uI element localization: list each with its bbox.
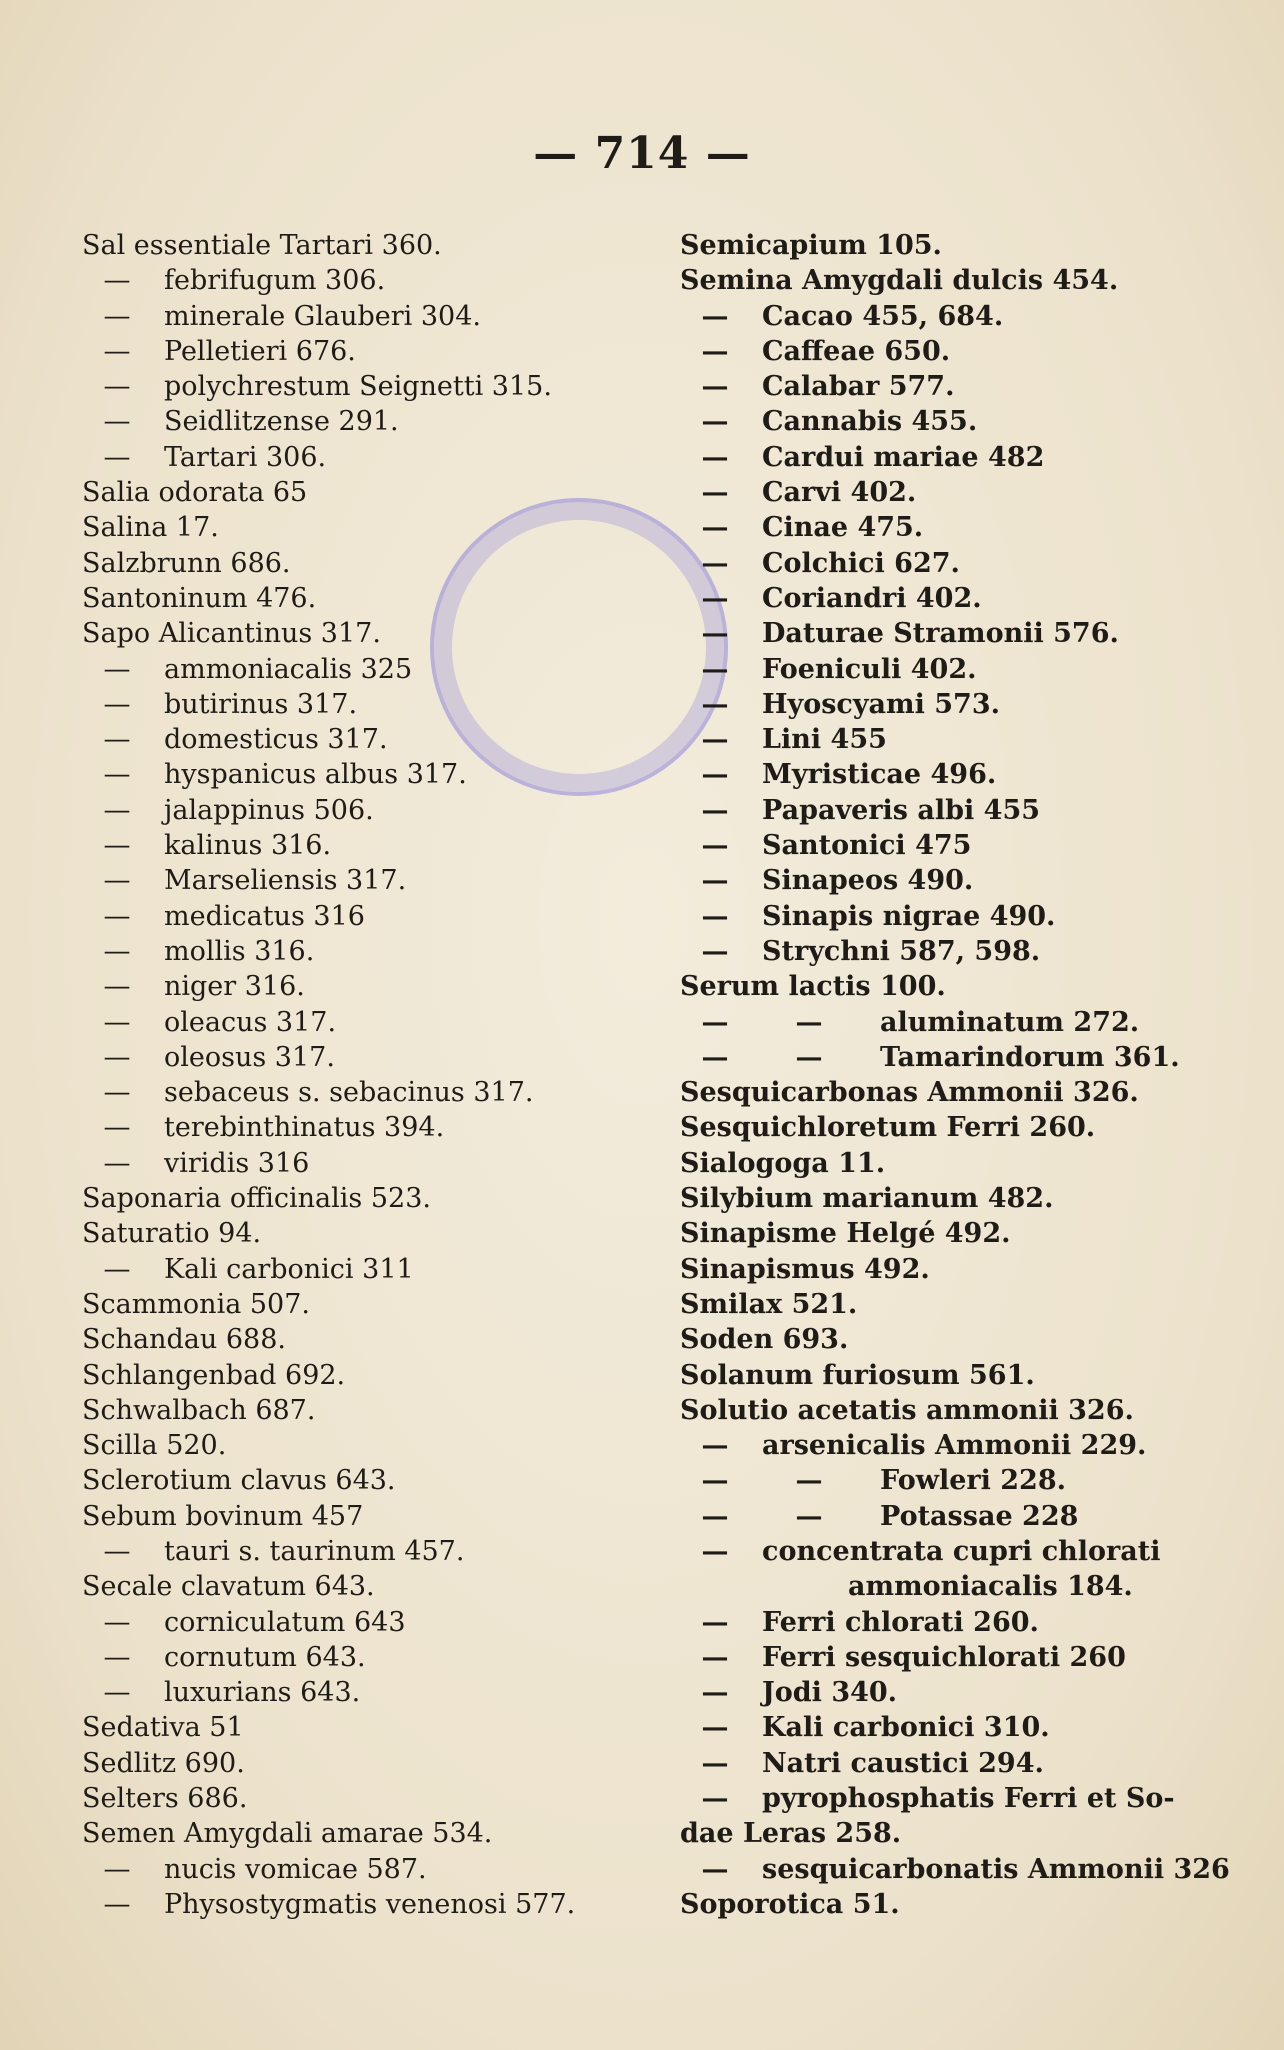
entry-text: Calabar 577. [762,371,955,403]
ditto-dash: — [701,1712,729,1744]
index-entry [680,1428,1200,1463]
entry-text: Solanum furiosum 561. [680,1359,1035,1391]
index-entry [82,369,642,404]
index-entry [680,1710,1200,1745]
entry-text: Sinapis nigrae 490. [762,900,1056,932]
entry-text: Ferri chlorati 260. [762,1606,1039,1638]
index-entry [680,1781,1200,1816]
entry-text: Cacao 455, 684. [762,300,1004,332]
index-entry [82,1287,642,1322]
entry-text: Serum lactis 100. [680,971,946,1003]
index-entry [82,793,642,828]
index-entry [680,510,1200,545]
index-entry [82,1005,642,1040]
entry-text: medicatus 316 [164,900,365,932]
entry-text: Strychni 587, 598. [762,935,1041,967]
ditto-dash: — [701,724,729,756]
index-entry [680,1852,1230,1887]
index-entry [680,1393,1200,1428]
entry-text: viridis 316 [164,1147,310,1179]
index-entry [82,263,642,298]
entry-text: Salina 17. [82,512,219,544]
entry-text: Jodi 340. [762,1677,898,1709]
index-entry [82,1781,642,1816]
ditto-dash: — [701,688,729,720]
entry-text: Sinapisme Helgé 492. [680,1218,1011,1250]
index-entry [82,1322,642,1357]
index-entry [680,1569,1200,1604]
entry-text: Carvi 402. [762,477,917,509]
index-entry [680,1675,1200,1710]
index-entry [82,475,642,510]
entry-text: Scilla 520. [82,1430,227,1462]
index-entry [680,1640,1200,1675]
ditto-dash: — [701,582,729,614]
entry-text: Sinapeos 490. [762,865,974,897]
ditto-dash: — [795,1006,823,1038]
index-entry [680,828,1200,863]
ditto-dash: — [103,688,131,720]
index-entry [82,722,642,757]
entry-text: Tamarindorum 361. [880,1041,1180,1073]
index-entry [82,440,642,475]
ditto-dash: — [701,547,729,579]
index-entry [680,1605,1200,1640]
index-column-right [680,228,1230,1922]
entry-text: Saturatio 94. [82,1218,262,1250]
entry-text: Sinapismus 492. [680,1253,930,1285]
index-entry [82,1887,642,1922]
index-entry [680,334,1200,369]
entry-text: Tartari 306. [164,441,327,473]
index-entry [82,687,642,722]
entry-text: Semen Amygdali amarae 534. [82,1818,493,1850]
entry-text: Soden 693. [680,1324,849,1356]
ditto-dash: — [795,1465,823,1497]
index-entry [680,1887,1200,1922]
ditto-dash: — [701,1677,729,1709]
entry-text: Lini 455 [762,724,887,756]
index-entry [680,1252,1200,1287]
entry-text: Pelletieri 676. [164,335,356,367]
entry-text: kalinus 316. [164,830,332,862]
entry-text: Seidlitzense 291. [164,406,399,438]
index-entry [82,1463,642,1498]
ditto-dash: — [103,1147,131,1179]
index-entry [680,1146,1200,1181]
index-entry [680,228,1200,263]
ditto-dash: — [103,900,131,932]
entry-text: Sedativa 51 [82,1712,244,1744]
entry-text: Myristicae 496. [762,759,997,791]
index-entry [82,616,642,651]
entry-text: ammoniacalis 325 [164,653,413,685]
ditto-dash: — [103,865,131,897]
index-entry [680,1075,1200,1110]
ditto-dash: — [701,406,729,438]
index-entry [680,1534,1200,1569]
ditto-dash: — [701,1606,729,1638]
index-entry [680,299,1200,334]
index-entry [680,757,1200,792]
ditto-dash: — [103,441,131,473]
entry-text: pyrophosphatis Ferri et So- [762,1783,1175,1815]
ditto-dash: — [103,1253,131,1285]
entry-text: Solutio acetatis ammonii 326. [680,1394,1134,1426]
entry-text: Cannabis 455. [762,406,978,438]
index-entry [82,1675,642,1710]
ditto-dash: — [103,1535,131,1567]
entry-text: Sesquicarbonas Ammonii 326. [680,1077,1139,1109]
ditto-dash: — [103,371,131,403]
ditto-dash: — [103,1077,131,1109]
index-entry [680,1216,1200,1251]
index-entry [82,228,642,263]
ditto-dash: — [103,724,131,756]
entry-text: Natri caustici 294. [762,1747,1044,1779]
ditto-dash: — [103,335,131,367]
ditto-dash: — [103,1677,131,1709]
entry-text: concentrata cupri chlorati [762,1535,1161,1567]
index-entry [680,1358,1200,1393]
entry-text: Papaveris albi 455 [762,794,1041,826]
index-entry [82,1075,642,1110]
ditto-dash: — [701,1783,729,1815]
entry-text: Sialogoga 11. [680,1147,886,1179]
ditto-dash: — [701,794,729,826]
index-entry [680,1181,1200,1216]
ditto-dash: — [103,1888,131,1920]
entry-text: oleosus 317. [164,1041,335,1073]
index-entry [82,1852,642,1887]
ditto-dash: — [103,300,131,332]
index-entry [82,863,642,898]
index-entry [82,1746,642,1781]
index-entry [82,299,642,334]
index-entry [82,1816,642,1851]
ditto-dash: — [701,1006,729,1038]
entry-text: Physostygmatis venenosi 577. [164,1888,576,1920]
index-entry [82,1534,642,1569]
index-entry [82,546,642,581]
ditto-dash: — [701,935,729,967]
index-entry [680,1463,1200,1498]
entry-text: Schandau 688. [82,1324,286,1356]
index-entry [680,1746,1200,1781]
entry-text: corniculatum 643 [164,1606,406,1638]
entry-text: Sesquichloretum Ferri 260. [680,1112,1096,1144]
index-entry [680,546,1200,581]
index-entry [680,1287,1200,1322]
ditto-dash: — [701,335,729,367]
entry-text: Schwalbach 687. [82,1394,316,1426]
ditto-dash: — [103,653,131,685]
index-entry [82,1569,642,1604]
index-entry [680,1816,1200,1851]
entry-text: Sclerotium clavus 643. [82,1465,396,1497]
index-entry [82,899,642,934]
index-entry [680,1040,1200,1075]
ditto-dash: — [701,865,729,897]
entry-text: Kali carbonici 311 [164,1253,414,1285]
index-entry [680,1110,1200,1145]
ditto-dash: — [701,1535,729,1567]
entry-text: arsenicalis Ammonii 229. [762,1430,1147,1462]
index-entry [82,934,642,969]
index-entry [680,687,1200,722]
entry-text: butirinus 317. [164,688,358,720]
index-entry [680,793,1200,828]
index-entry [680,369,1200,404]
index-entry [82,404,642,439]
entry-text: Salzbrunn 686. [82,547,291,579]
entry-text: terebinthinatus 394. [164,1112,445,1144]
entry-text: Sapo Alicantinus 317. [82,618,381,650]
entry-text: Semicapium 105. [680,230,942,261]
entry-text: Cinae 475. [762,512,924,544]
index-entry [82,1710,642,1745]
index-entry [82,1358,642,1393]
entry-text: niger 316. [164,971,305,1003]
entry-text: oleacus 317. [164,1006,337,1038]
ditto-dash: — [103,830,131,862]
entry-text: febrifugum 306. [164,265,386,297]
entry-text: Saponaria officinalis 523. [82,1183,431,1215]
entry-text: Sal essentiale Tartari 360. [82,230,442,261]
ditto-dash: — [103,1641,131,1673]
entry-text: Coriandri 402. [762,582,982,614]
index-entry [82,1252,642,1287]
ditto-dash: — [701,1853,729,1885]
entry-text: Caffeae 650. [762,335,951,367]
ditto-dash: — [701,477,729,509]
entry-text: Soporotica 51. [680,1888,900,1920]
entry-text: minerale Glauberi 304. [164,300,481,332]
entry-text: luxurians 643. [164,1677,361,1709]
ditto-dash: — [701,653,729,685]
entry-text: Potassae 228 [880,1500,1079,1532]
index-entry [680,1322,1200,1357]
entry-text: Smilax 521. [680,1288,858,1320]
ditto-dash: — [701,830,729,862]
ditto-dash: — [701,1641,729,1673]
index-entry [680,863,1200,898]
ditto-dash: — [701,300,729,332]
entry-text: jalappinus 506. [164,794,374,826]
index-entry [680,616,1200,651]
index-entry [680,1499,1200,1534]
entry-text: domesticus 317. [164,724,388,756]
entry-text: sesquicarbonatis Ammonii 326 [762,1853,1230,1885]
ditto-dash: — [701,900,729,932]
entry-text: tauri s. taurinum 457. [164,1535,465,1567]
ditto-dash: — [103,1006,131,1038]
entry-text: Scammonia 507. [82,1288,310,1320]
entry-text: nucis vomicae 587. [164,1853,427,1885]
index-entry [680,475,1200,510]
index-entry [82,1216,642,1251]
entry-text: Semina Amygdali dulcis 454. [680,265,1119,297]
entry-text: Sedlitz 690. [82,1747,245,1779]
entry-text: Selters 686. [82,1783,248,1815]
entry-text: Cardui mariae 482 [762,441,1045,473]
entry-text: sebaceus s. sebacinus 317. [164,1077,534,1109]
index-entry [82,581,642,616]
index-entry [82,1428,642,1463]
index-entry [82,652,642,687]
ditto-dash: — [795,1500,823,1532]
index-entry [82,1640,642,1675]
entry-text: Santonici 475 [762,830,972,862]
ditto-dash: — [103,1853,131,1885]
entry-text: Foeniculi 402. [762,653,977,685]
ditto-dash: — [103,406,131,438]
ditto-dash: — [701,1747,729,1779]
index-entry [82,757,642,792]
index-entry [82,1146,642,1181]
ditto-dash: — [701,1465,729,1497]
entry-text: cornutum 643. [164,1641,366,1673]
entry-text: Sebum bovinum 457 [82,1500,364,1532]
ditto-dash: — [701,1500,729,1532]
entry-text: Salia odorata 65 [82,477,308,509]
index-entry [680,969,1200,1004]
ditto-dash: — [103,935,131,967]
entry-text: Daturae Stramonii 576. [762,618,1119,650]
index-entry [680,263,1200,298]
entry-text: Schlangenbad 692. [82,1359,346,1391]
index-entry [680,899,1200,934]
index-entry [680,440,1200,475]
ditto-dash: — [701,759,729,791]
ditto-dash: — [103,759,131,791]
entry-text: mollis 316. [164,935,315,967]
ditto-dash: — [795,1041,823,1073]
ditto-dash: — [103,794,131,826]
index-entry [680,652,1200,687]
ditto-dash: — [701,1041,729,1073]
index-entry [680,404,1200,439]
page-number: — 714 — [533,128,751,179]
entry-text: Colchici 627. [762,547,960,579]
index-entry [680,581,1200,616]
entry-text: Silybium marianum 482. [680,1183,1054,1215]
entry-text: Ferri sesquichlorati 260 [762,1641,1126,1673]
entry-text: dae Leras 258. [680,1818,902,1850]
entry-text: Marseliensis 317. [164,865,407,897]
entry-text: Fowleri 228. [880,1465,1067,1497]
entry-text: aluminatum 272. [880,1006,1140,1038]
index-entry [82,1605,642,1640]
ditto-dash: — [701,1430,729,1462]
index-column-left [82,228,642,1922]
entry-text: hyspanicus albus 317. [164,759,467,791]
ditto-dash: — [701,441,729,473]
ditto-dash: — [701,512,729,544]
index-entry [680,1005,1200,1040]
ditto-dash: — [701,371,729,403]
index-entry [680,722,1200,757]
index-entry [82,1499,642,1534]
index-entry [82,334,642,369]
entry-text: Santoninum 476. [82,582,317,614]
ditto-dash: — [103,1112,131,1144]
entry-text: ammoniacalis 184. [848,1571,1133,1603]
index-entry [82,1110,642,1145]
index-entry [82,1181,642,1216]
ditto-dash: — [103,1606,131,1638]
ditto-dash: — [103,1041,131,1073]
ditto-dash: — [701,618,729,650]
ditto-dash: — [103,265,131,297]
entry-text: Secale clavatum 643. [82,1571,375,1603]
index-entry [82,1393,642,1428]
index-entry [82,828,642,863]
index-entry [82,510,642,545]
ditto-dash: — [103,971,131,1003]
index-entry [82,1040,642,1075]
entry-text: Kali carbonici 310. [762,1712,1050,1744]
index-entry [680,934,1200,969]
index-entry [82,969,642,1004]
entry-text: Hyoscyami 573. [762,688,1001,720]
entry-text: polychrestum Seignetti 315. [164,371,552,403]
